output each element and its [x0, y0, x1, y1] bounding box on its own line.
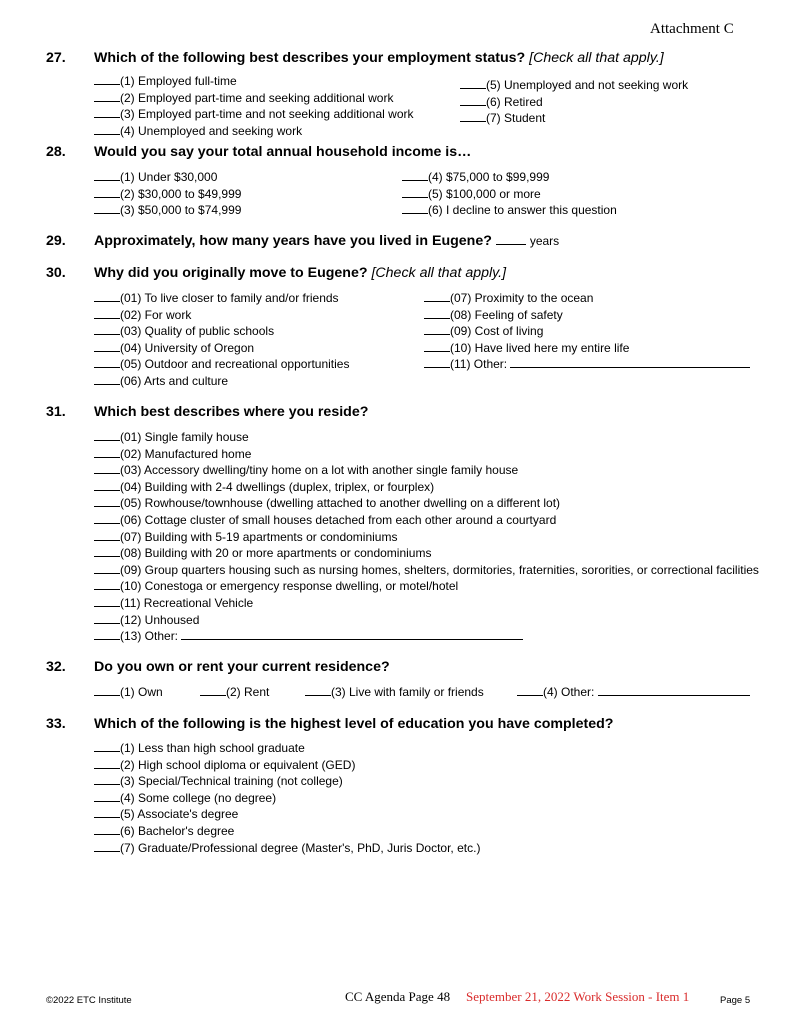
question-text: Approximately, how many years have you lived in Eugene? years: [94, 233, 560, 249]
other-text-line[interactable]: [598, 684, 750, 696]
option-item[interactable]: (09) Group quarters housing such as nursing homes, shelters, dormitories, fraternities, sororities, or correctional facilities: [94, 562, 759, 579]
option-item[interactable]: (03) Quality of public schools: [94, 323, 349, 340]
checkbox-blank[interactable]: [94, 790, 120, 802]
q27-options-right: [460, 77, 688, 127]
checkbox-blank[interactable]: [94, 73, 120, 85]
option-item[interactable]: (09) Cost of living: [424, 323, 750, 340]
option-item[interactable]: (05) Outdoor and recreational opportunities: [94, 356, 349, 373]
option-item[interactable]: (07) Proximity to the ocean: [424, 290, 750, 307]
footer-agenda-page: CC Agenda Page 48: [345, 989, 451, 1004]
question-text: Which of the following best describes your employment status? [Check all that apply.]: [94, 50, 664, 66]
checkbox-blank[interactable]: [94, 479, 120, 491]
question-text: Would you say your total annual household income is…: [94, 144, 472, 160]
checkbox-blank[interactable]: [94, 340, 120, 352]
other-text-line[interactable]: [510, 356, 750, 368]
checkbox-blank[interactable]: [94, 186, 120, 198]
option-item[interactable]: (5) Unemployed and not seeking work: [460, 77, 688, 94]
checkbox-blank[interactable]: [94, 429, 120, 441]
option-item[interactable]: (5) Associate's degree: [94, 806, 480, 823]
checkbox-blank[interactable]: [94, 290, 120, 302]
checkbox-blank[interactable]: [94, 806, 120, 818]
option-item[interactable]: (11) Recreational Vehicle: [94, 595, 759, 612]
option-item[interactable]: (10) Conestoga or emergency response dwelling, or motel/hotel: [94, 578, 759, 595]
question-text: Do you own or rent your current residence?: [94, 659, 390, 675]
checkbox-blank[interactable]: [94, 740, 120, 752]
option-item[interactable]: (01) To live closer to family and/or friends: [94, 290, 349, 307]
checkbox-blank[interactable]: [94, 446, 120, 458]
q32-option-family[interactable]: (3) Live with family or friends: [305, 684, 484, 701]
option-item[interactable]: (03) Accessory dwelling/tiny home on a lot with another single family house: [94, 462, 759, 479]
option-item[interactable]: (2) $30,000 to $49,999: [94, 186, 241, 203]
checkbox-blank[interactable]: [94, 628, 120, 640]
option-item[interactable]: (04) Building with 2-4 dwellings (duplex, triplex, or fourplex): [94, 479, 759, 496]
footer-session-date: September 21, 2022 Work Session - Item 1: [466, 989, 690, 1004]
question-number: 32.: [46, 659, 66, 675]
checkbox-blank[interactable]: [94, 123, 120, 135]
option-item[interactable]: (1) Under $30,000: [94, 169, 241, 186]
question-number: 27.: [46, 50, 66, 66]
checkbox-blank[interactable]: [94, 840, 120, 852]
option-item[interactable]: (2) High school diploma or equivalent (GED): [94, 757, 480, 774]
checkbox-blank[interactable]: [424, 307, 450, 319]
option-item[interactable]: (6) Bachelor's degree: [94, 823, 480, 840]
footer-copyright: ©2022 ETC Institute: [46, 995, 132, 1006]
checkbox-blank[interactable]: [460, 94, 486, 106]
attachment-label: Attachment C: [650, 21, 734, 37]
checkbox-blank[interactable]: [94, 545, 120, 557]
option-item[interactable]: (13) Other:: [94, 628, 759, 645]
option-item[interactable]: (2) Employed part-time and seeking additional work: [94, 90, 413, 107]
option-item[interactable]: (12) Unhoused: [94, 612, 759, 629]
checkbox-blank[interactable]: [424, 356, 450, 368]
checkbox-blank[interactable]: [94, 529, 120, 541]
checkbox-blank[interactable]: [94, 373, 120, 385]
option-item[interactable]: (08) Building with 20 or more apartments or condominiums: [94, 545, 759, 562]
q28-options-right: [402, 169, 617, 219]
checkbox-blank[interactable]: [424, 323, 450, 335]
checkbox-blank[interactable]: [94, 202, 120, 214]
checkbox-blank[interactable]: [94, 512, 120, 524]
option-item[interactable]: (4) $75,000 to $99,999: [402, 169, 617, 186]
checkbox-blank[interactable]: [94, 757, 120, 769]
question-number: 29.: [46, 233, 66, 249]
q28-options-left: [94, 169, 241, 219]
option-item[interactable]: (06) Cottage cluster of small houses detached from each other around a courtyard: [94, 512, 759, 529]
question-number: 33.: [46, 716, 66, 732]
checkbox-blank[interactable]: [424, 290, 450, 302]
option-item[interactable]: (01) Single family house: [94, 429, 759, 446]
option-item[interactable]: (3) $50,000 to $74,999: [94, 202, 241, 219]
checkbox-blank[interactable]: [424, 340, 450, 352]
q30-options-right: [424, 290, 750, 373]
q32-option-other[interactable]: (4) Other:: [517, 684, 750, 701]
checkbox-blank[interactable]: [402, 202, 428, 214]
checkbox-blank[interactable]: [402, 186, 428, 198]
option-item[interactable]: (02) Manufactured home: [94, 446, 759, 463]
years-input[interactable]: [496, 233, 526, 245]
q30-options-left: [94, 290, 349, 390]
checkbox-blank[interactable]: [94, 307, 120, 319]
option-item[interactable]: (1) Employed full-time: [94, 73, 413, 90]
question-text: Which of the following is the highest level of education you have completed?: [94, 716, 614, 732]
option-item[interactable]: (4) Unemployed and seeking work: [94, 123, 413, 140]
checkbox-blank[interactable]: [94, 106, 120, 118]
checkbox-blank[interactable]: [94, 356, 120, 368]
checkbox-blank[interactable]: [94, 495, 120, 507]
q31-options: [94, 429, 759, 645]
option-item[interactable]: (1) Less than high school graduate: [94, 740, 480, 757]
option-item[interactable]: (10) Have lived here my entire life: [424, 340, 750, 357]
checkbox-blank[interactable]: [94, 462, 120, 474]
checkbox-blank[interactable]: [460, 77, 486, 89]
option-item[interactable]: (05) Rowhouse/townhouse (dwelling attached to another dwelling on a different lot): [94, 495, 759, 512]
option-item[interactable]: (3) Special/Technical training (not college): [94, 773, 480, 790]
q27-options-left: [94, 73, 413, 139]
option-item[interactable]: (7) Graduate/Professional degree (Master's, PhD, Juris Doctor, etc.): [94, 840, 480, 857]
option-item[interactable]: (6) Retired: [460, 94, 688, 111]
checkbox-blank[interactable]: [94, 323, 120, 335]
checkbox-blank[interactable]: [94, 595, 120, 607]
option-item[interactable]: (4) Some college (no degree): [94, 790, 480, 807]
q32-option-rent[interactable]: (2) Rent: [200, 684, 269, 701]
option-item[interactable]: (11) Other:: [424, 356, 750, 373]
checkbox-blank[interactable]: [200, 684, 226, 696]
question-text: Why did you originally move to Eugene? [Check all that apply.]: [94, 265, 507, 281]
checkbox-blank[interactable]: [94, 169, 120, 181]
checkbox-blank[interactable]: [94, 684, 120, 696]
other-text-line[interactable]: [181, 628, 523, 640]
option-item[interactable]: (7) Student: [460, 110, 688, 127]
checkbox-blank[interactable]: [94, 823, 120, 835]
footer-page-number: Page 5: [720, 995, 751, 1006]
question-number: 30.: [46, 265, 66, 281]
option-item[interactable]: (6) I decline to answer this question: [402, 202, 617, 219]
checkbox-blank[interactable]: [305, 684, 331, 696]
option-item[interactable]: (5) $100,000 or more: [402, 186, 617, 203]
checkbox-blank[interactable]: [94, 578, 120, 590]
option-item[interactable]: (07) Building with 5-19 apartments or condominiums: [94, 529, 759, 546]
option-item[interactable]: (04) University of Oregon: [94, 340, 349, 357]
q32-option-own[interactable]: (1) Own: [94, 684, 163, 701]
checkbox-blank[interactable]: [517, 684, 543, 696]
option-item[interactable]: (3) Employed part-time and not seeking additional work: [94, 106, 413, 123]
checkbox-blank[interactable]: [94, 562, 120, 574]
option-item[interactable]: (08) Feeling of safety: [424, 307, 750, 324]
checkbox-blank[interactable]: [460, 110, 486, 122]
checkbox-blank[interactable]: [402, 169, 428, 181]
checkbox-blank[interactable]: [94, 773, 120, 785]
question-number: 28.: [46, 144, 66, 160]
checkbox-blank[interactable]: [94, 612, 120, 624]
q33-options: [94, 740, 480, 856]
option-item[interactable]: (02) For work: [94, 307, 349, 324]
question-number: 31.: [46, 404, 66, 420]
option-item[interactable]: (06) Arts and culture: [94, 373, 349, 390]
checkbox-blank[interactable]: [94, 90, 120, 102]
question-text: Which best describes where you reside?: [94, 404, 369, 420]
